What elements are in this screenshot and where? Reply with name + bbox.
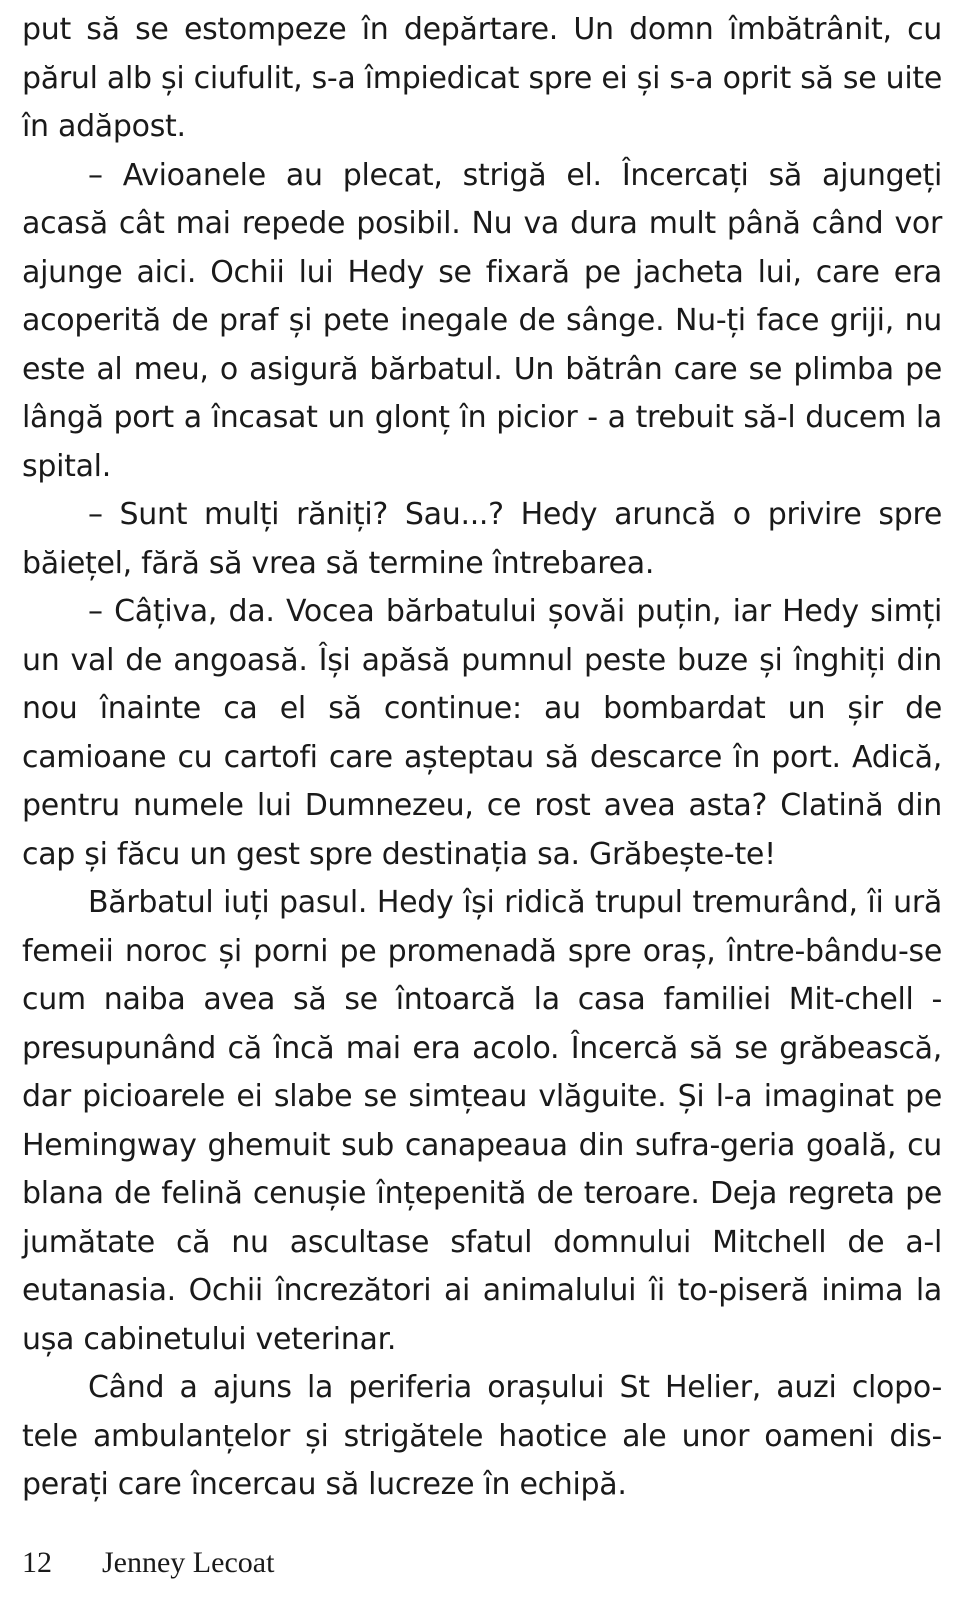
body-text [22,6,942,1510]
paragraph-5: Bărbatul iuți pasul. Hedy își ridică trupul tremurând, îi ură femeii noroc și porni pe promenadă spre oraș, între-bându-se cum naiba avea să se întoarcă la casa familiei Mit-chell - presupunând că încă mai era acolo. Încercă să se grăbească, dar picioarele ei slabe se simțeau vlăguite. Și l-a imaginat pe Hemingway ghemuit sub canapeaua din sufra-geria goală, cu blana de felină cenușie înțepenită de teroare. Deja regreta pe jumătate că nu ascultase sfatul domnului Mitchell de a-l eutanasia. Ochii încrezători ai animalului îi to-piseră inima la ușa cabinetului veterinar. [22,885,942,1357]
paragraph-1: put să se estompeze în depărtare. Un domn îmbătrânit, cu părul alb și ciufulit, s-a împiedicat spre ei și s-a oprit să se uite în adăpost. [22,12,942,144]
paragraph-3: – Sunt mulți răniți? Sau...? Hedy aruncă o privire spre băiețel, fără să vrea să termine întrebarea. [22,497,942,581]
paragraph-6: Când a ajuns la periferia orașului St Helier, auzi clopo-tele ambulanțelor și strigătele haotice ale unor oameni dis-perați care încercau să lucreze în echipă. [22,1370,942,1502]
author-name: Jenney Lecoat [102,1546,275,1579]
page-footer [22,1546,274,1580]
page-number: 12 [22,1546,52,1579]
paragraph-4: – Câțiva, da. Vocea bărbatului șovăi puțin, iar Hedy simți un val de angoasă. Își apăsă pumnul peste buze și înghiți din nou înainte ca el să continue: au bombardat un șir de camioane cu cartofi care așteptau să descarce în port. Adică, pentru numele lui Dumnezeu, ce rost avea asta? Clatină din cap și făcu un gest spre destinația sa. Grăbește-te! [22,594,942,872]
paragraph-2: – Avioanele au plecat, strigă el. Încercați să ajungeți acasă cât mai repede posibil. Nu va dura mult până când vor ajunge aici. Ochii lui Hedy se fixară pe jacheta lui, care era acoperită de praf și pete inegale de sânge. Nu-ți face griji, nu este al meu, o asigură bărbatul. Un bătrân care se plimba pe lângă port a încasat un glonț în picior - a trebuit să-l ducem la spital. [22,157,942,484]
